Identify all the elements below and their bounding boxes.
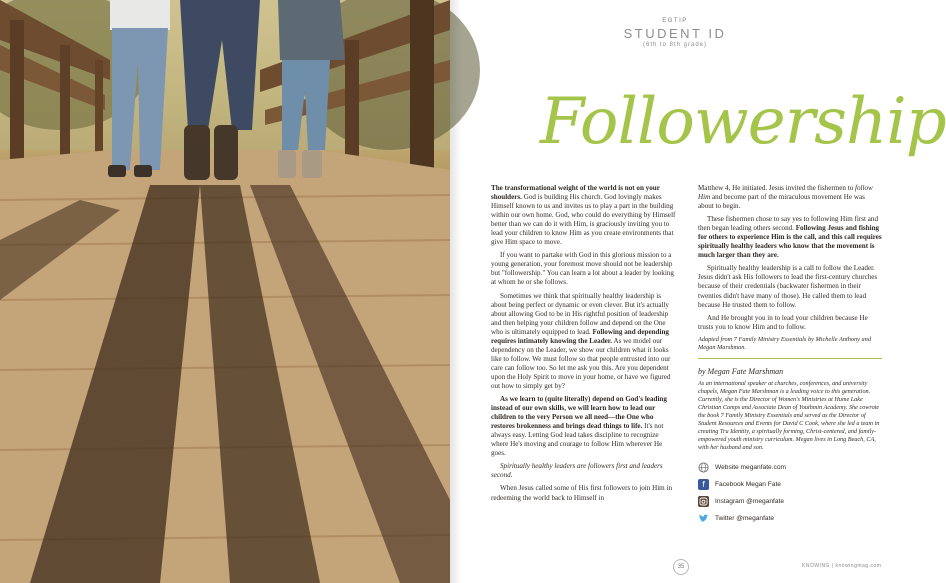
paragraph: And He brought you in to lead your children because He trusts you to know Him and to follow.	[698, 313, 868, 331]
section-header	[600, 18, 750, 48]
paragraph	[491, 292, 677, 392]
paragraph-text: Matthew 4, He initiated. Jesus invited the fishermen to	[698, 184, 856, 192]
social-website[interactable]	[698, 462, 882, 473]
article-title: Followership	[540, 85, 946, 159]
social-label: Website meganfate.com	[715, 463, 786, 471]
page-gutter	[450, 0, 462, 583]
paragraph	[491, 395, 677, 458]
social-twitter[interactable]	[698, 513, 882, 524]
social-instagram[interactable]	[698, 496, 882, 507]
emphasis-bold: Following Jesus and fishing for others to experience Him is the call, and this call requires spiritually healthy leaders who know that the movement is much larger than they are.	[698, 224, 882, 260]
paragraph-text: God is building His church. God lovingly makes Himself known to us and invites us to play a part in the building within our own home. God, who could do everything by Himself better than we can do it with Him, is graciously inviting you to lead your children to know Him as you create environments that give Him space to move.	[491, 193, 676, 247]
paragraph: Spiritually healthy leadership is a call to follow the Leader. Jesus didn't ask His followers to lead the first-century churches because of their credentials (backwater fishermen in their twenties didn't have many of those). He called them to lead because He trusted them to follow.	[698, 264, 878, 309]
author-byline: by Megan Fate Marshman	[698, 366, 784, 376]
lead-bold: The transformational weight of the world is not on your shoulders.	[491, 184, 660, 202]
article-column-2	[698, 184, 882, 530]
section-grade: (6th to 8th grade)	[642, 42, 708, 48]
emphasis-bold: As we learn to (quite literally) depend on God's leading instead of our own skills, we will learn how to lead our children to the very Person we all need—the One who restores brokenness and brings dead things to life.	[491, 395, 667, 431]
social-label: Facebook Megan Fate	[715, 480, 781, 488]
paragraph	[698, 215, 882, 260]
globe-icon	[698, 462, 709, 473]
magazine-footer: KNOWING | knowingmag.com	[802, 563, 882, 569]
paragraph-text: These fishermen chose to say yes to following Him first and then began leading others second.	[698, 215, 879, 233]
paragraph: If you want to partake with God in this glorious mission to a young generation, your foremost move should not be leadership but "followership." You can learn a lot about a leader by looking at whom he or she follows.	[491, 251, 674, 287]
pull-statement: Spiritually healthy leaders are followers first and leaders second.	[491, 462, 663, 480]
paragraph-text: Sometimes we think that spiritually healthy leadership is about being perfect or dynamic or even clever. But it's actually about allowing God to be in His rightful position of leadership and then helping your children follow and depend on the One who is ultimately equipped to lead.	[491, 291, 669, 336]
section-title: STUDENT ID	[623, 26, 727, 41]
paragraph-text: As we model our dependency on the Leader, we show our children what it looks like to follow. We must follow so that people entrusted into our care can follow too. So let me ask you this. Are you dependent upon the Holy Spirit to move in your home, or have we figured out how to simply get by?	[491, 336, 671, 390]
paragraph	[491, 184, 677, 247]
twitter-icon	[698, 513, 709, 524]
emphasis-italic: follow Him	[698, 184, 873, 202]
author-bio: As an international speaker at churches, conferences, and university chapels, Megan Fate Marshman is a leading voice to this generation. Currently, she is the Director of Women's Ministries at Hume Lake Christian Camps and Associate Dean of Youthmin Academy. She cowrote the book 7 Family Ministry Essentials and served as the Director of Student Resources and Events for David C Cook, where she led a team in creating Tru Identity, a spiritually forming, Christ-centered, and family-empowered youth ministry curriculum. Megan lives in Long Beach, CA, with her husband and son.	[698, 379, 880, 451]
social-facebook[interactable]	[698, 479, 882, 490]
paragraph: When Jesus called some of His first followers to join Him in redeeming the world back to Himself in	[491, 484, 672, 502]
social-label: Twitter @meganfate	[715, 514, 775, 522]
facebook-icon: f	[698, 479, 709, 490]
section-eyebrow: EGTIP	[662, 18, 688, 24]
social-label: Instagram @meganfate	[715, 497, 785, 505]
emphasis-bold: Following and depending requires intimately knowing the Leader.	[491, 327, 669, 345]
article-column-1	[491, 184, 677, 507]
divider	[698, 358, 882, 359]
paragraph-text: and become part of the miraculous movement He was about to begin.	[698, 193, 865, 211]
page-number: 35	[673, 559, 689, 575]
instagram-icon	[698, 496, 709, 507]
paragraph	[698, 184, 882, 211]
paragraph-text: It's not always easy. Letting God lead takes discipline to recognize where He's moving and courage to follow Him wherever He goes.	[491, 422, 664, 458]
adapted-credit: Adapted from 7 Family Ministry Essentials by Michelle Anthony and Megan Marshman.	[698, 335, 871, 351]
boardwalk-photo-illustration	[0, 0, 450, 583]
cover-photo	[0, 0, 450, 583]
